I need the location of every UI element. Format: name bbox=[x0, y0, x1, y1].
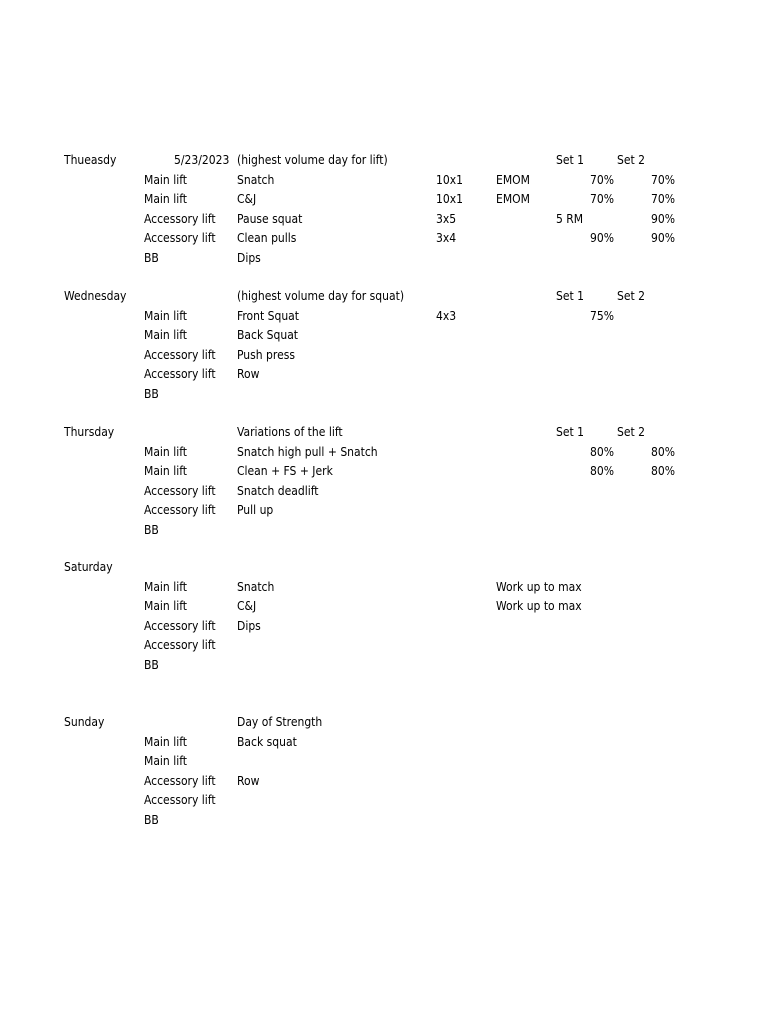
method-label: Work up to max bbox=[496, 599, 582, 613]
lift-type: Accessory lift bbox=[144, 231, 216, 245]
set1-percent: 70% bbox=[590, 173, 614, 187]
lift-type: Accessory lift bbox=[144, 503, 216, 517]
lift-type: Accessory lift bbox=[144, 619, 216, 633]
exercise-name: C&J bbox=[237, 192, 257, 206]
day-label: Thursday bbox=[64, 425, 115, 439]
lift-type: Accessory lift bbox=[144, 484, 216, 498]
set2-percent: 70% bbox=[651, 173, 675, 187]
set2-header: Set 2 bbox=[617, 289, 646, 303]
set1-value: 5 RM bbox=[556, 212, 584, 226]
exercise-name: Snatch high pull + Snatch bbox=[237, 445, 378, 459]
set1-percent: 80% bbox=[590, 445, 614, 459]
set2-percent: 80% bbox=[651, 464, 675, 478]
day-note: (highest volume day for squat) bbox=[237, 289, 405, 303]
day-note: Variations of the lift bbox=[237, 425, 343, 439]
day-label: Sunday bbox=[64, 715, 105, 729]
sets-reps: 10x1 bbox=[436, 173, 463, 187]
lift-type: Main lift bbox=[144, 173, 188, 187]
lift-type: Accessory lift bbox=[144, 367, 216, 381]
set2-percent: 90% bbox=[651, 231, 675, 245]
exercise-name: Push press bbox=[237, 348, 295, 362]
set2-header: Set 2 bbox=[617, 425, 646, 439]
set2-percent: 70% bbox=[651, 192, 675, 206]
lift-type: Main lift bbox=[144, 754, 188, 768]
sets-reps: 10x1 bbox=[436, 192, 463, 206]
lift-type: BB bbox=[144, 658, 159, 672]
method-label: Work up to max bbox=[496, 580, 582, 594]
lift-type: Accessory lift bbox=[144, 212, 216, 226]
lift-type: Main lift bbox=[144, 599, 188, 613]
set1-percent: 80% bbox=[590, 464, 614, 478]
set1-percent: 90% bbox=[590, 231, 614, 245]
lift-type: BB bbox=[144, 813, 159, 827]
lift-type: Main lift bbox=[144, 735, 188, 749]
sets-reps: 4x3 bbox=[436, 309, 457, 323]
set1-header: Set 1 bbox=[556, 425, 585, 439]
lift-type: BB bbox=[144, 523, 159, 537]
exercise-name: Snatch bbox=[237, 173, 275, 187]
exercise-name: Pause squat bbox=[237, 212, 303, 226]
set2-header: Set 2 bbox=[617, 153, 646, 167]
lift-type: Main lift bbox=[144, 309, 188, 323]
day-label: Thueasdy bbox=[64, 153, 117, 167]
lift-type: Accessory lift bbox=[144, 638, 216, 652]
exercise-name: Front Squat bbox=[237, 309, 300, 323]
lift-type: Main lift bbox=[144, 580, 188, 594]
method-label: EMOM bbox=[496, 192, 530, 206]
lift-type: Main lift bbox=[144, 445, 188, 459]
lift-type: Main lift bbox=[144, 328, 188, 342]
set1-percent: 70% bbox=[590, 192, 614, 206]
day-note: (highest volume day for lift) bbox=[237, 153, 388, 167]
set2-percent: 80% bbox=[651, 445, 675, 459]
lift-type: Main lift bbox=[144, 464, 188, 478]
exercise-name: Back squat bbox=[237, 735, 297, 749]
exercise-name: Pull up bbox=[237, 503, 274, 517]
exercise-name: Dips bbox=[237, 619, 261, 633]
exercise-name: Clean pulls bbox=[237, 231, 297, 245]
exercise-name: Snatch bbox=[237, 580, 275, 594]
lift-type: Main lift bbox=[144, 192, 188, 206]
lift-type: BB bbox=[144, 387, 159, 401]
set1-percent: 75% bbox=[590, 309, 614, 323]
exercise-name: Snatch deadlift bbox=[237, 484, 319, 498]
exercise-name: Back Squat bbox=[237, 328, 299, 342]
exercise-name: Dips bbox=[237, 251, 261, 265]
date-label: 5/23/2023 bbox=[174, 153, 230, 167]
exercise-name: Row bbox=[237, 367, 260, 381]
sets-reps: 3x5 bbox=[436, 212, 457, 226]
lift-type: Accessory lift bbox=[144, 774, 216, 788]
method-label: EMOM bbox=[496, 173, 530, 187]
exercise-name: Clean + FS + Jerk bbox=[237, 464, 333, 478]
day-label: Saturday bbox=[64, 560, 113, 574]
lift-type: Accessory lift bbox=[144, 348, 216, 362]
lift-type: BB bbox=[144, 251, 159, 265]
day-note: Day of Strength bbox=[237, 715, 323, 729]
lift-type: Accessory lift bbox=[144, 793, 216, 807]
exercise-name: Row bbox=[237, 774, 260, 788]
set1-header: Set 1 bbox=[556, 153, 585, 167]
set2-percent: 90% bbox=[651, 212, 675, 226]
exercise-name: C&J bbox=[237, 599, 257, 613]
day-label: Wednesday bbox=[64, 289, 127, 303]
set1-header: Set 1 bbox=[556, 289, 585, 303]
sets-reps: 3x4 bbox=[436, 231, 457, 245]
